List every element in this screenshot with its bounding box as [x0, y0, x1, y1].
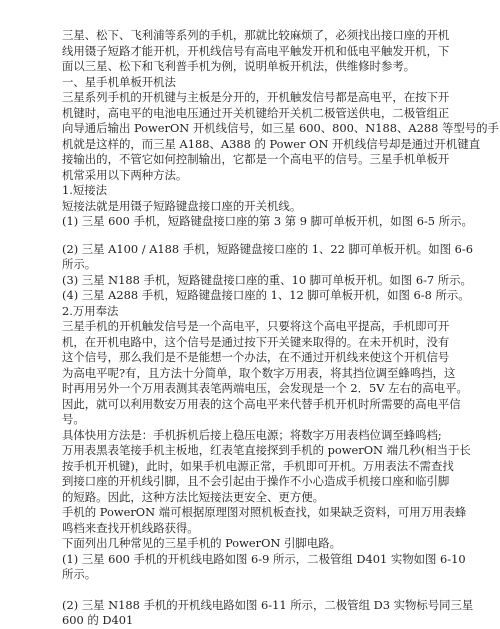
- list-item: (1) 三星 600 手机，短路键盘接口座的第 3 第 9 脚可单板开机，如图 6-5 所示。: [62, 214, 473, 228]
- text-line: 这个信号，那么我们是不是能想一个办法，在不通过开机线来使这个开机信号: [62, 350, 450, 364]
- text-line: 600 的 D401: [62, 613, 134, 627]
- text-line: 号。: [62, 412, 85, 426]
- section-heading: 一、星手机单板开机法: [62, 74, 176, 89]
- list-item: (2) 三星 N188 手机的开机线电路如图 6-11 所示，二极管组 D3 实物标号同三星: [62, 597, 474, 612]
- text-line: 向导通后输出 PowerON 开机线信号，如三星 600、800、N188、A288 等型号的手: [62, 121, 499, 135]
- text-line: 时再用另外一个万用表测其表笔两端电压，会发现是一个 2．5V 左右的高电平。: [62, 381, 468, 395]
- text-line: 为高电平呢?有，且方法十分简单，取个数字万用表，将其挡位调至蜂鸣挡，这: [62, 365, 456, 380]
- text-line: 机常采用以下两种方法。: [62, 167, 188, 182]
- text-line: 具体快用方法是：手机拆机后接上稳压电源；将数字万用表档位调至蜂鸣档;: [62, 427, 442, 442]
- text-line: 短接法就是用镊子短路键盘接口座的开关机线。: [62, 198, 302, 213]
- text-line: 三星手机的开机触发信号是一个高电平，只要将这个高电平提高，手机即可开: [62, 319, 450, 333]
- document-body: [62, 28, 499, 629]
- text-line: 机，在开机电路中，这个信号是通过按下开关键来取得的。在未开机时，没有: [62, 334, 450, 349]
- text-line: 面以三星、松下和飞利普手机为例，说明单板开机法，供维修时参考。: [62, 59, 416, 73]
- text-line: 按手机开机键)，此时，如果手机电源正常，手机即可开机。万用表法不需查找: [62, 458, 454, 473]
- text-line: 所示。: [62, 567, 97, 581]
- text-line: 线用镊子短路才能开机，开机线信号有高电平触发开机和低电平触发开机，下: [62, 43, 450, 58]
- text-line: 因此，就可以利用数安万用表的这个高电平来代替手机开机时所需要的高电平信: [62, 396, 461, 411]
- text-line: 三星系列手机的开机键与主板是分开的，开机触发信号都是高电平，在按下开: [62, 90, 450, 104]
- text-line: 机键时，高电平的电池电压通过开关机键给开关机二极管送供电，二极管组正: [62, 105, 450, 120]
- text-line: 下面列出几种常见的三星手机的 PowerON 引脚电路。: [62, 536, 341, 550]
- paragraph-gap: [62, 230, 442, 242]
- text-line: 所示。: [62, 257, 97, 271]
- list-item: (3) 三星 N188 手机，短路键盘接口座的重、10 脚可单板开机。如图 6-7 所示。: [62, 272, 472, 287]
- text-line: 鸣档来查找开机线路获得。: [62, 520, 199, 535]
- subsection-heading: 2.万用奉法: [62, 303, 119, 318]
- subsection-heading: 1.短接法: [62, 183, 108, 197]
- text-line: 的短路。因此，这种方法比短接法更安全、更方便。: [62, 489, 324, 504]
- text-line: 到接口座的开机线引脚，且不会引起由于操作不小心造成手机接口座和临引脚: [62, 474, 450, 488]
- text-line: 接输出的，不管它如何控制输出，它都是一个高电平的信号。三星手机单板开: [62, 152, 450, 166]
- text-line: 手机的 PowerON 端可根据原理图对照机板查找，如果缺乏资料，可用万用表蜂: [62, 505, 467, 519]
- list-item: (2) 三星 A100 / A188 手机，短路键盘接口座的 1、22 脚可单板开机。如图 6-6: [62, 241, 473, 256]
- paragraph-gap: [62, 583, 442, 598]
- text-line: 三星、松下、飞利浦等系列的手机，那就比较麻烦了，必须找出接口座的开机: [62, 28, 450, 42]
- list-item: (1) 三星 600 手机的开机线电路如图 6-9 所示，二极管组 D401 实物如图 6-10: [62, 551, 466, 566]
- list-item: (4) 三星 A288 手机，短路键盘接口座的 1、12 脚可单板开机，如图 6-8 所示。: [62, 288, 470, 302]
- text-line: 万用表黑表笔接手机主板地，红表笔直接探到手机的 powerON 端几秒(相当于长: [62, 443, 471, 457]
- text-line: 机就是这样的，而三星 A188、A388 的 Power ON 开机线信号却是通过开机键直: [62, 136, 481, 151]
